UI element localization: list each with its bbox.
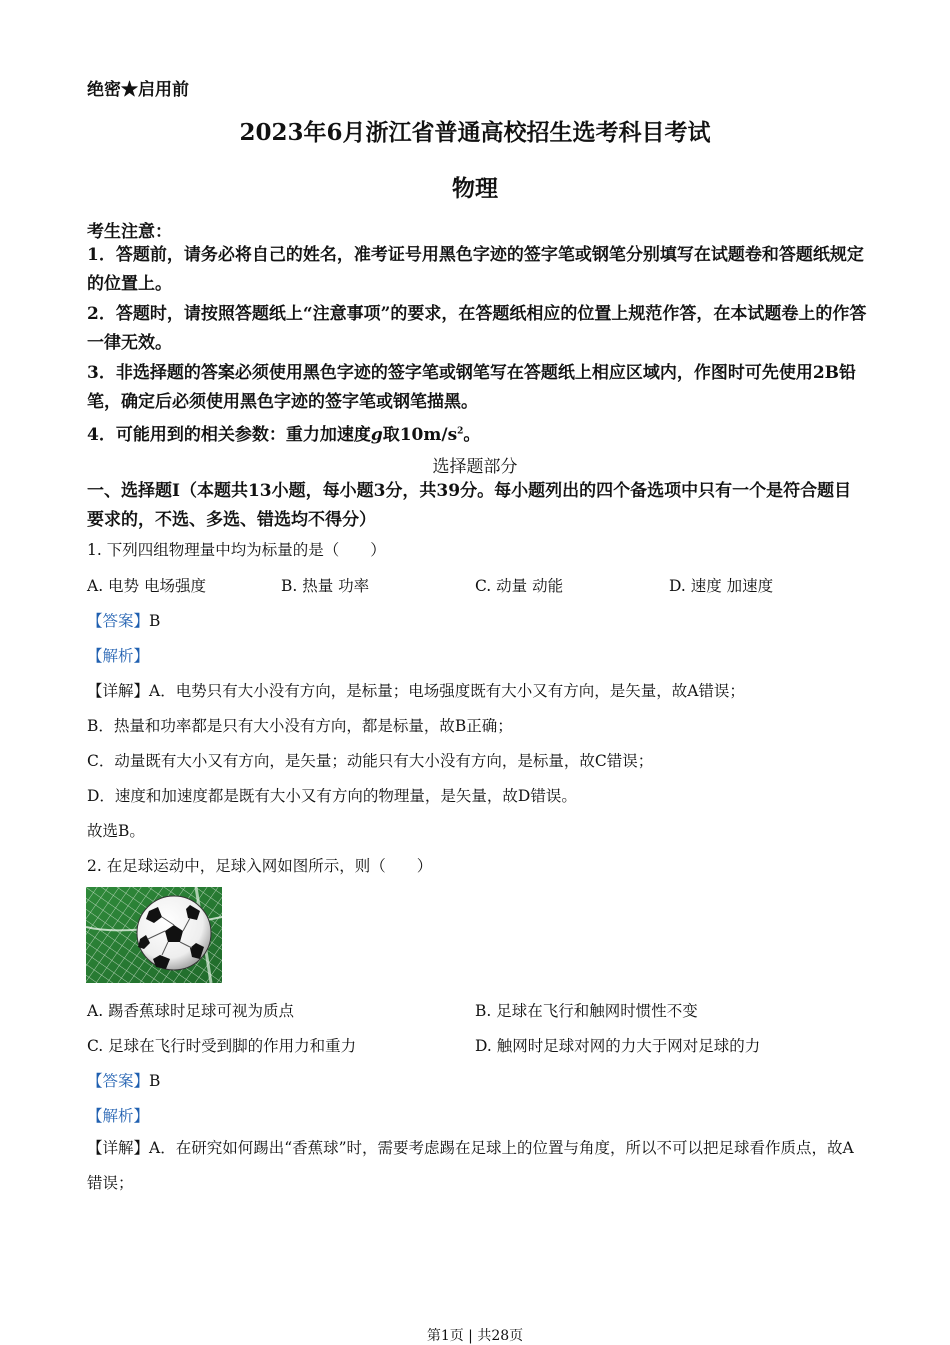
subject-title: 物理 bbox=[452, 175, 498, 202]
q2-answer-tag: 【答案】 bbox=[87, 1072, 150, 1090]
q2-option-a: A. 踢香蕉球时足球可视为质点 bbox=[87, 1002, 295, 1020]
notice-item-4-value: 取10m/s bbox=[382, 425, 458, 445]
notice-item-4-end: 。 bbox=[463, 425, 481, 445]
q1-detail-a-text: A．电势只有大小没有方向，是标量；电场强度既有大小又有方向，是矢量，故A错误； bbox=[149, 682, 745, 700]
q1-option-a: A. 电势 电场强度 bbox=[87, 577, 206, 595]
q2-detail-tag: 【详解】 bbox=[87, 1139, 150, 1157]
q1-detail-c: C．动量既有大小又有方向，是矢量；动能只有大小没有方向，是标量，故C错误； bbox=[87, 752, 654, 770]
part-one-heading: 一、选择题Ⅰ（本题共13小题，每小题3分，共39分。每小题列出的四个备选项中只有一个是符合题目要求的，不选、多选、错选均不得分） bbox=[87, 481, 852, 530]
notice-heading: 考生注意： bbox=[87, 222, 172, 242]
notice-item-4 bbox=[87, 420, 480, 445]
soccer-ball-photo bbox=[86, 887, 222, 983]
page-footer: 第1页 | 共28页 bbox=[426, 1328, 524, 1344]
notice-item-3: 3．非选择题的答案必须使用黑色字迹的签字笔或钢笔写在答题纸上相应区域内，作图时可先使用2B铅笔，确定后必须使用黑色字迹的签字笔或钢笔描黑。 bbox=[87, 363, 857, 412]
notice-item-1: 1．答题前，请务必将自己的姓名，准考证号用黑色字迹的签字笔或钢笔分别填写在试题卷和答题纸规定的位置上。 bbox=[87, 245, 864, 294]
notice-item-4-text: 4．可能用到的相关参数：重力加速度 bbox=[87, 425, 371, 445]
q1-option-c: C. 动量 动能 bbox=[475, 577, 564, 595]
q2-option-d: D. 触网时足球对网的力大于网对足球的力 bbox=[475, 1037, 761, 1055]
q1-conclusion: 故选B。 bbox=[87, 822, 145, 840]
q1-answer-tag: 【答案】 bbox=[87, 612, 150, 630]
q2-detail-a-text: A．在研究如何踢出“香蕉球”时，需要考虑踢在足球上的位置与角度，所以不可以把足球看作质点，故A错误； bbox=[87, 1139, 854, 1192]
q2-stem: 2. 在足球运动中，足球入网如图所示，则（ ） bbox=[87, 857, 433, 875]
q1-detail-b: B．热量和功率都是只有大小没有方向，都是标量，故B正确； bbox=[87, 717, 513, 735]
q2-answer bbox=[87, 1069, 160, 1091]
confidential-mark: 绝密★启用前 bbox=[87, 80, 189, 100]
q2-analysis-tag: 【解析】 bbox=[87, 1107, 150, 1125]
q1-option-b: B. 热量 功率 bbox=[281, 577, 370, 595]
exam-title: 2023年6月浙江省普通高校招生选考科目考试 bbox=[239, 119, 711, 146]
notice-item-2: 2．答题时，请按照答题纸上“注意事项”的要求，在答题纸相应的位置上规范作答，在本试题卷上的作答一律无效。 bbox=[87, 304, 867, 353]
q1-stem: 1. 下列四组物理量中均为标量的是（ ） bbox=[87, 541, 386, 559]
q1-option-d: D. 速度 加速度 bbox=[669, 577, 774, 595]
q1-detail-d: D．速度和加速度都是既有大小又有方向的物理量，是矢量，故D错误。 bbox=[87, 787, 577, 805]
q1-detail-a bbox=[87, 679, 745, 701]
gravity-symbol: g bbox=[370, 425, 383, 445]
section-label: 选择题部分 bbox=[432, 457, 518, 477]
q1-detail-tag: 【详解】 bbox=[87, 682, 150, 700]
q2-answer-value: B bbox=[149, 1072, 161, 1090]
q1-answer-value: B bbox=[149, 612, 161, 630]
q2-option-c: C. 足球在飞行时受到脚的作用力和重力 bbox=[87, 1037, 357, 1055]
q1-answer bbox=[87, 609, 160, 631]
q2-detail-a bbox=[87, 1131, 867, 1201]
notice-item-4-exponent: 2 bbox=[457, 426, 464, 437]
q1-analysis-tag: 【解析】 bbox=[87, 647, 150, 665]
q2-option-b: B. 足球在飞行和触网时惯性不变 bbox=[475, 1002, 698, 1020]
